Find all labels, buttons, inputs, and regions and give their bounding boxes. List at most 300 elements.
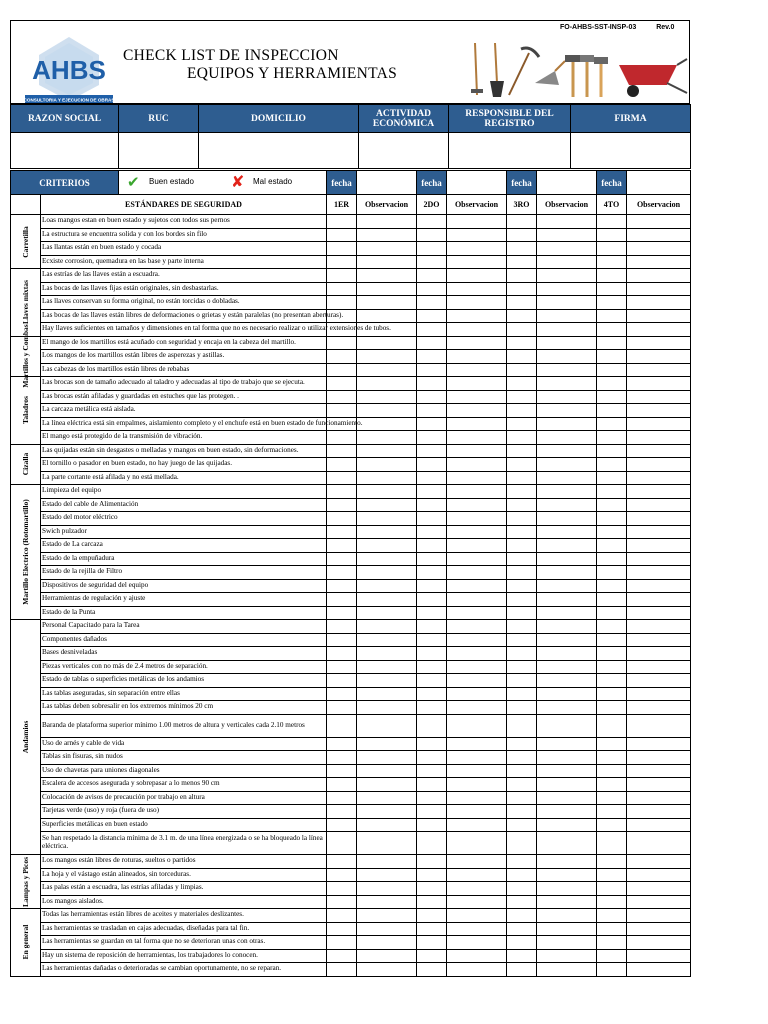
check-cell[interactable] <box>327 674 357 688</box>
observation-cell[interactable] <box>447 431 507 445</box>
check-cell[interactable] <box>507 963 537 977</box>
observation-cell[interactable] <box>537 363 597 377</box>
check-cell[interactable] <box>417 701 447 715</box>
check-cell[interactable] <box>507 909 537 923</box>
observation-cell[interactable] <box>537 309 597 323</box>
check-cell[interactable] <box>327 660 357 674</box>
observation-cell[interactable] <box>447 228 507 242</box>
check-cell[interactable] <box>507 620 537 634</box>
check-cell[interactable] <box>507 922 537 936</box>
check-cell[interactable] <box>507 714 537 737</box>
observation-cell[interactable] <box>627 751 691 765</box>
check-cell[interactable] <box>507 805 537 819</box>
check-cell[interactable] <box>507 687 537 701</box>
observation-cell[interactable] <box>537 805 597 819</box>
observation-cell[interactable] <box>357 255 417 269</box>
check-cell[interactable] <box>507 485 537 499</box>
check-cell[interactable] <box>597 525 627 539</box>
check-cell[interactable] <box>327 498 357 512</box>
observation-cell[interactable] <box>357 539 417 553</box>
observation-cell[interactable] <box>627 458 691 472</box>
check-cell[interactable] <box>327 215 357 229</box>
check-cell[interactable] <box>417 485 447 499</box>
observation-cell[interactable] <box>627 922 691 936</box>
check-cell[interactable] <box>507 242 537 256</box>
observation-cell[interactable] <box>447 498 507 512</box>
check-cell[interactable] <box>417 215 447 229</box>
observation-cell[interactable] <box>537 404 597 418</box>
observation-cell[interactable] <box>627 909 691 923</box>
observation-cell[interactable] <box>447 539 507 553</box>
check-cell[interactable] <box>507 377 537 391</box>
observation-cell[interactable] <box>357 552 417 566</box>
check-cell[interactable] <box>507 606 537 620</box>
observation-cell[interactable] <box>357 444 417 458</box>
observation-cell[interactable] <box>447 309 507 323</box>
check-cell[interactable] <box>597 791 627 805</box>
observation-cell[interactable] <box>357 818 417 832</box>
check-cell[interactable] <box>417 255 447 269</box>
observation-cell[interactable] <box>537 498 597 512</box>
check-cell[interactable] <box>597 296 627 310</box>
observation-cell[interactable] <box>447 269 507 283</box>
observation-cell[interactable] <box>357 350 417 364</box>
check-cell[interactable] <box>507 660 537 674</box>
observation-cell[interactable] <box>357 282 417 296</box>
razon-social-field[interactable] <box>11 133 119 169</box>
observation-cell[interactable] <box>447 633 507 647</box>
check-cell[interactable] <box>417 269 447 283</box>
check-cell[interactable] <box>597 687 627 701</box>
check-cell[interactable] <box>327 791 357 805</box>
check-cell[interactable] <box>417 377 447 391</box>
check-cell[interactable] <box>507 552 537 566</box>
check-cell[interactable] <box>597 714 627 737</box>
check-cell[interactable] <box>507 855 537 869</box>
observation-cell[interactable] <box>627 701 691 715</box>
check-cell[interactable] <box>417 242 447 256</box>
observation-cell[interactable] <box>627 512 691 526</box>
observation-cell[interactable] <box>627 498 691 512</box>
check-cell[interactable] <box>327 620 357 634</box>
observation-cell[interactable] <box>447 525 507 539</box>
check-cell[interactable] <box>417 620 447 634</box>
check-cell[interactable] <box>417 936 447 950</box>
check-cell[interactable] <box>597 895 627 909</box>
observation-cell[interactable] <box>447 791 507 805</box>
check-cell[interactable] <box>417 498 447 512</box>
observation-cell[interactable] <box>537 701 597 715</box>
check-cell[interactable] <box>327 714 357 737</box>
check-cell[interactable] <box>327 269 357 283</box>
observation-cell[interactable] <box>357 674 417 688</box>
observation-cell[interactable] <box>357 593 417 607</box>
check-cell[interactable] <box>597 485 627 499</box>
observation-cell[interactable] <box>447 417 507 431</box>
check-cell[interactable] <box>327 390 357 404</box>
observation-cell[interactable] <box>627 417 691 431</box>
observation-cell[interactable] <box>537 539 597 553</box>
firma-field[interactable] <box>571 133 691 169</box>
observation-cell[interactable] <box>537 323 597 337</box>
check-cell[interactable] <box>507 936 537 950</box>
check-cell[interactable] <box>327 296 357 310</box>
observation-cell[interactable] <box>537 242 597 256</box>
observation-cell[interactable] <box>537 512 597 526</box>
observation-cell[interactable] <box>357 805 417 819</box>
check-cell[interactable] <box>327 566 357 580</box>
observation-cell[interactable] <box>537 647 597 661</box>
check-cell[interactable] <box>327 832 357 855</box>
check-cell[interactable] <box>327 363 357 377</box>
observation-cell[interactable] <box>357 936 417 950</box>
observation-cell[interactable] <box>627 764 691 778</box>
observation-cell[interactable] <box>447 512 507 526</box>
check-cell[interactable] <box>327 350 357 364</box>
observation-cell[interactable] <box>537 936 597 950</box>
observation-cell[interactable] <box>357 909 417 923</box>
check-cell[interactable] <box>327 805 357 819</box>
observation-cell[interactable] <box>537 764 597 778</box>
observation-cell[interactable] <box>357 566 417 580</box>
check-cell[interactable] <box>597 242 627 256</box>
check-cell[interactable] <box>327 485 357 499</box>
check-cell[interactable] <box>417 309 447 323</box>
check-cell[interactable] <box>327 963 357 977</box>
observation-cell[interactable] <box>447 323 507 337</box>
observation-cell[interactable] <box>627 269 691 283</box>
observation-cell[interactable] <box>627 323 691 337</box>
observation-cell[interactable] <box>537 674 597 688</box>
fecha-field-4[interactable] <box>627 171 691 195</box>
fecha-field-2[interactable] <box>447 171 507 195</box>
check-cell[interactable] <box>597 552 627 566</box>
check-cell[interactable] <box>327 751 357 765</box>
observation-cell[interactable] <box>537 444 597 458</box>
check-cell[interactable] <box>507 868 537 882</box>
observation-cell[interactable] <box>627 579 691 593</box>
check-cell[interactable] <box>327 949 357 963</box>
observation-cell[interactable] <box>627 390 691 404</box>
check-cell[interactable] <box>417 525 447 539</box>
check-cell[interactable] <box>327 647 357 661</box>
check-cell[interactable] <box>327 336 357 350</box>
fecha-field-1[interactable] <box>357 171 417 195</box>
observation-cell[interactable] <box>627 882 691 896</box>
check-cell[interactable] <box>417 566 447 580</box>
check-cell[interactable] <box>507 791 537 805</box>
observation-cell[interactable] <box>537 895 597 909</box>
check-cell[interactable] <box>597 751 627 765</box>
domicilio-field[interactable] <box>199 133 359 169</box>
check-cell[interactable] <box>417 336 447 350</box>
observation-cell[interactable] <box>447 936 507 950</box>
observation-cell[interactable] <box>447 552 507 566</box>
observation-cell[interactable] <box>357 949 417 963</box>
check-cell[interactable] <box>507 593 537 607</box>
observation-cell[interactable] <box>357 336 417 350</box>
observation-cell[interactable] <box>447 963 507 977</box>
observation-cell[interactable] <box>537 818 597 832</box>
check-cell[interactable] <box>507 282 537 296</box>
check-cell[interactable] <box>597 593 627 607</box>
observation-cell[interactable] <box>627 620 691 634</box>
observation-cell[interactable] <box>357 855 417 869</box>
observation-cell[interactable] <box>537 714 597 737</box>
observation-cell[interactable] <box>447 282 507 296</box>
observation-cell[interactable] <box>357 269 417 283</box>
check-cell[interactable] <box>417 647 447 661</box>
observation-cell[interactable] <box>447 485 507 499</box>
observation-cell[interactable] <box>357 377 417 391</box>
observation-cell[interactable] <box>537 255 597 269</box>
observation-cell[interactable] <box>447 855 507 869</box>
check-cell[interactable] <box>507 296 537 310</box>
observation-cell[interactable] <box>537 566 597 580</box>
check-cell[interactable] <box>417 687 447 701</box>
observation-cell[interactable] <box>357 701 417 715</box>
observation-cell[interactable] <box>537 620 597 634</box>
observation-cell[interactable] <box>447 764 507 778</box>
check-cell[interactable] <box>417 805 447 819</box>
check-cell[interactable] <box>417 512 447 526</box>
observation-cell[interactable] <box>627 296 691 310</box>
observation-cell[interactable] <box>627 674 691 688</box>
check-cell[interactable] <box>417 909 447 923</box>
check-cell[interactable] <box>507 471 537 485</box>
check-cell[interactable] <box>327 936 357 950</box>
observation-cell[interactable] <box>627 593 691 607</box>
check-cell[interactable] <box>417 868 447 882</box>
check-cell[interactable] <box>507 737 537 751</box>
observation-cell[interactable] <box>627 606 691 620</box>
observation-cell[interactable] <box>357 309 417 323</box>
observation-cell[interactable] <box>447 895 507 909</box>
observation-cell[interactable] <box>357 963 417 977</box>
observation-cell[interactable] <box>627 552 691 566</box>
observation-cell[interactable] <box>537 431 597 445</box>
check-cell[interactable] <box>327 539 357 553</box>
check-cell[interactable] <box>327 458 357 472</box>
observation-cell[interactable] <box>537 922 597 936</box>
observation-cell[interactable] <box>447 579 507 593</box>
check-cell[interactable] <box>327 552 357 566</box>
check-cell[interactable] <box>327 882 357 896</box>
check-cell[interactable] <box>327 593 357 607</box>
check-cell[interactable] <box>417 949 447 963</box>
check-cell[interactable] <box>327 579 357 593</box>
observation-cell[interactable] <box>357 895 417 909</box>
observation-cell[interactable] <box>447 215 507 229</box>
check-cell[interactable] <box>597 512 627 526</box>
observation-cell[interactable] <box>537 336 597 350</box>
check-cell[interactable] <box>507 539 537 553</box>
check-cell[interactable] <box>417 633 447 647</box>
check-cell[interactable] <box>507 701 537 715</box>
observation-cell[interactable] <box>627 431 691 445</box>
check-cell[interactable] <box>597 936 627 950</box>
observation-cell[interactable] <box>627 363 691 377</box>
check-cell[interactable] <box>417 778 447 792</box>
check-cell[interactable] <box>597 309 627 323</box>
observation-cell[interactable] <box>447 922 507 936</box>
observation-cell[interactable] <box>537 228 597 242</box>
check-cell[interactable] <box>417 660 447 674</box>
observation-cell[interactable] <box>357 431 417 445</box>
check-cell[interactable] <box>507 228 537 242</box>
check-cell[interactable] <box>597 647 627 661</box>
check-cell[interactable] <box>507 525 537 539</box>
observation-cell[interactable] <box>627 525 691 539</box>
check-cell[interactable] <box>507 498 537 512</box>
observation-cell[interactable] <box>537 855 597 869</box>
observation-cell[interactable] <box>627 633 691 647</box>
check-cell[interactable] <box>597 390 627 404</box>
check-cell[interactable] <box>597 363 627 377</box>
check-cell[interactable] <box>417 552 447 566</box>
check-cell[interactable] <box>507 832 537 855</box>
observation-cell[interactable] <box>357 296 417 310</box>
observation-cell[interactable] <box>537 963 597 977</box>
check-cell[interactable] <box>417 606 447 620</box>
check-cell[interactable] <box>327 606 357 620</box>
check-cell[interactable] <box>327 255 357 269</box>
observation-cell[interactable] <box>537 868 597 882</box>
check-cell[interactable] <box>507 431 537 445</box>
observation-cell[interactable] <box>447 593 507 607</box>
check-cell[interactable] <box>417 417 447 431</box>
check-cell[interactable] <box>597 282 627 296</box>
observation-cell[interactable] <box>447 909 507 923</box>
check-cell[interactable] <box>597 458 627 472</box>
observation-cell[interactable] <box>357 764 417 778</box>
observation-cell[interactable] <box>537 660 597 674</box>
check-cell[interactable] <box>417 895 447 909</box>
check-cell[interactable] <box>417 431 447 445</box>
check-cell[interactable] <box>597 855 627 869</box>
check-cell[interactable] <box>507 764 537 778</box>
observation-cell[interactable] <box>627 539 691 553</box>
check-cell[interactable] <box>597 633 627 647</box>
check-cell[interactable] <box>327 737 357 751</box>
observation-cell[interactable] <box>537 593 597 607</box>
check-cell[interactable] <box>597 336 627 350</box>
observation-cell[interactable] <box>447 832 507 855</box>
observation-cell[interactable] <box>447 471 507 485</box>
check-cell[interactable] <box>507 350 537 364</box>
observation-cell[interactable] <box>357 633 417 647</box>
check-cell[interactable] <box>327 404 357 418</box>
check-cell[interactable] <box>417 832 447 855</box>
check-cell[interactable] <box>417 296 447 310</box>
observation-cell[interactable] <box>357 660 417 674</box>
observation-cell[interactable] <box>447 674 507 688</box>
observation-cell[interactable] <box>357 215 417 229</box>
observation-cell[interactable] <box>537 778 597 792</box>
check-cell[interactable] <box>327 444 357 458</box>
observation-cell[interactable] <box>357 714 417 737</box>
observation-cell[interactable] <box>537 485 597 499</box>
check-cell[interactable] <box>507 647 537 661</box>
observation-cell[interactable] <box>537 552 597 566</box>
check-cell[interactable] <box>597 805 627 819</box>
check-cell[interactable] <box>507 390 537 404</box>
check-cell[interactable] <box>597 764 627 778</box>
check-cell[interactable] <box>417 228 447 242</box>
observation-cell[interactable] <box>447 606 507 620</box>
observation-cell[interactable] <box>357 922 417 936</box>
observation-cell[interactable] <box>627 350 691 364</box>
check-cell[interactable] <box>507 417 537 431</box>
observation-cell[interactable] <box>447 350 507 364</box>
observation-cell[interactable] <box>447 714 507 737</box>
observation-cell[interactable] <box>627 936 691 950</box>
check-cell[interactable] <box>507 336 537 350</box>
observation-cell[interactable] <box>447 882 507 896</box>
observation-cell[interactable] <box>627 714 691 737</box>
observation-cell[interactable] <box>447 242 507 256</box>
observation-cell[interactable] <box>357 647 417 661</box>
observation-cell[interactable] <box>357 485 417 499</box>
observation-cell[interactable] <box>357 737 417 751</box>
observation-cell[interactable] <box>627 282 691 296</box>
observation-cell[interactable] <box>537 390 597 404</box>
observation-cell[interactable] <box>447 778 507 792</box>
observation-cell[interactable] <box>357 498 417 512</box>
observation-cell[interactable] <box>627 377 691 391</box>
check-cell[interactable] <box>417 764 447 778</box>
observation-cell[interactable] <box>447 336 507 350</box>
observation-cell[interactable] <box>357 832 417 855</box>
observation-cell[interactable] <box>447 620 507 634</box>
check-cell[interactable] <box>597 228 627 242</box>
check-cell[interactable] <box>327 868 357 882</box>
observation-cell[interactable] <box>537 579 597 593</box>
observation-cell[interactable] <box>447 296 507 310</box>
check-cell[interactable] <box>417 390 447 404</box>
actividad-field[interactable] <box>359 133 449 169</box>
observation-cell[interactable] <box>357 620 417 634</box>
check-cell[interactable] <box>507 323 537 337</box>
observation-cell[interactable] <box>447 255 507 269</box>
observation-cell[interactable] <box>627 963 691 977</box>
check-cell[interactable] <box>507 674 537 688</box>
observation-cell[interactable] <box>357 363 417 377</box>
check-cell[interactable] <box>327 242 357 256</box>
check-cell[interactable] <box>597 737 627 751</box>
observation-cell[interactable] <box>447 805 507 819</box>
check-cell[interactable] <box>597 620 627 634</box>
observation-cell[interactable] <box>357 606 417 620</box>
check-cell[interactable] <box>417 579 447 593</box>
observation-cell[interactable] <box>537 909 597 923</box>
observation-cell[interactable] <box>447 566 507 580</box>
observation-cell[interactable] <box>447 868 507 882</box>
observation-cell[interactable] <box>447 737 507 751</box>
check-cell[interactable] <box>417 714 447 737</box>
check-cell[interactable] <box>507 404 537 418</box>
check-cell[interactable] <box>597 255 627 269</box>
observation-cell[interactable] <box>357 525 417 539</box>
check-cell[interactable] <box>507 895 537 909</box>
observation-cell[interactable] <box>537 215 597 229</box>
check-cell[interactable] <box>417 791 447 805</box>
check-cell[interactable] <box>597 215 627 229</box>
observation-cell[interactable] <box>537 269 597 283</box>
check-cell[interactable] <box>597 350 627 364</box>
observation-cell[interactable] <box>357 417 417 431</box>
check-cell[interactable] <box>417 444 447 458</box>
